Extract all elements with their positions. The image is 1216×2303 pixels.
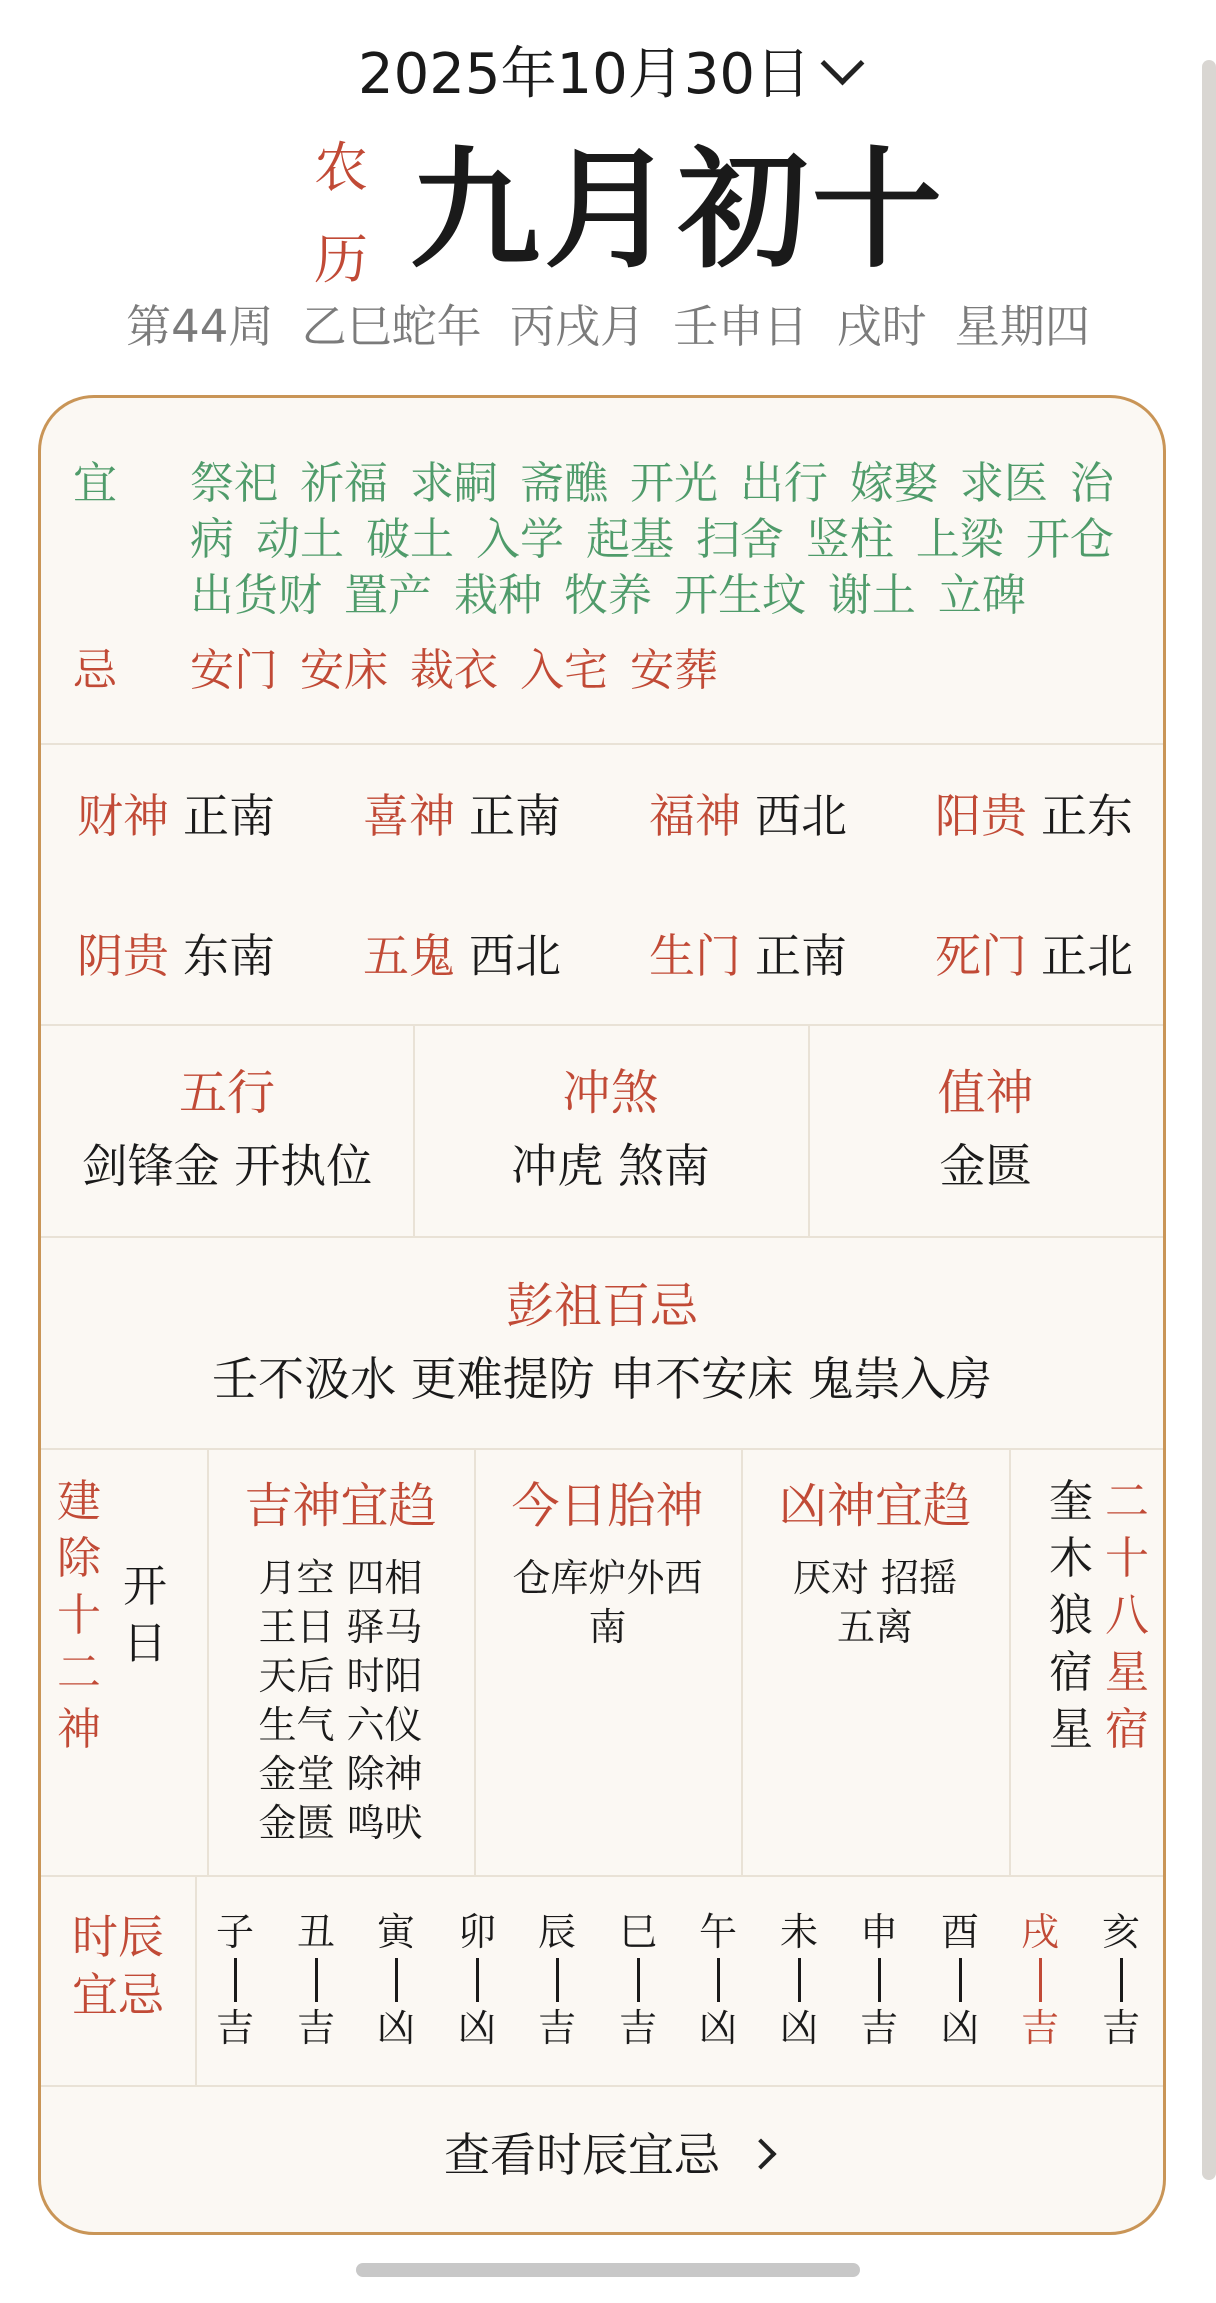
hour-item [688,1910,748,2050]
hour-luck: 吉 [537,2006,576,2050]
hour-item [1010,1910,1070,2050]
xiongshen-box [741,1476,1009,1652]
god-value: 正北 [1041,929,1133,983]
lunar-date: 九月初十 [410,134,947,286]
char: 除 [57,1533,101,1584]
hour-name: 丑 [296,1910,335,1954]
god-value: 正南 [469,789,561,843]
hour-item [527,1910,587,2050]
char: 开 [123,1561,167,1612]
god-value: 东南 [183,929,275,983]
chongsha-title: 冲煞 [562,1065,659,1121]
hour-divider [878,1958,881,2002]
hour-divider [1120,1958,1123,2002]
god-yanggui [935,786,1133,846]
hour-divider [556,1958,559,2002]
hours-title-line: 宜忌 [72,1968,164,2022]
char: 星 [1105,1647,1149,1698]
xiongshen-list [741,1554,1009,1652]
hour-luck: 凶 [698,2006,737,2050]
hour-name: 寅 [376,1910,415,1954]
hour-item [447,1910,507,2050]
jianchu-value [119,1558,171,1672]
view-hours-button[interactable] [0,2125,1216,2185]
god-shengmen [649,926,847,986]
char: 星 [1049,1704,1093,1755]
taishen-box [474,1476,741,1652]
wuxing-value: 剑锋金 开执位 [81,1139,373,1193]
yi-label: 宜 [73,458,117,509]
char: 八 [1105,1590,1149,1641]
date-info: 第44周 乙巳蛇年 丙戌月 壬申日 戌时 星期四 [126,300,1090,353]
god-value: 西北 [469,929,561,983]
hour-item [1091,1910,1151,2050]
god-key: 阴贵 [77,929,169,983]
char: 十 [57,1590,101,1641]
hour-divider [234,1958,237,2002]
god-value: 正东 [1041,789,1133,843]
pengzu-value: 壬不汲水 更难提防 申不安床 鬼祟入房 [212,1352,992,1406]
god-key: 五鬼 [363,929,455,983]
char: 宿 [1105,1704,1149,1755]
hour-name: 亥 [1101,1910,1140,1954]
hour-divider [1039,1958,1042,2002]
hour-item [608,1910,668,2050]
scrollbar[interactable] [1202,60,1216,2180]
hour-item [849,1910,909,2050]
hour-name: 午 [698,1910,737,1954]
chevron-down-icon [821,42,865,86]
date-selector[interactable] [0,40,1216,110]
god-key: 阳贵 [935,789,1027,843]
lunar-label [306,122,376,306]
jishen-list [207,1554,474,1848]
hour-item [769,1910,829,2050]
char: 宿 [1049,1647,1093,1698]
god-value: 西北 [755,789,847,843]
ji-items: 安门 安床 裁衣 入宅 安葬 [190,645,718,696]
jishen-title: 吉神宜趋 [244,1478,437,1534]
hour-luck: 吉 [296,2006,335,2050]
god-key: 财神 [77,789,169,843]
jishen-box [207,1476,474,1848]
char: 二 [1105,1476,1149,1527]
hour-item [286,1910,346,2050]
home-indicator [356,2263,860,2277]
god-value: 正南 [183,789,275,843]
char: 狼 [1049,1590,1093,1641]
date-text: 2025年10月30日 [357,42,812,107]
list-item: 五离 [836,1605,913,1649]
list-item: 仓库炉外西 [512,1556,703,1600]
hour-divider [717,1958,720,2002]
god-yingui [77,926,275,986]
list-item: 厌对 招摇 [792,1556,958,1600]
jianchu-title [53,1473,105,1758]
chongsha-value: 冲虎 煞南 [511,1139,710,1193]
wuxing-title: 五行 [178,1065,275,1121]
god-cai [77,786,275,846]
xiongshen-title: 凶神宜趋 [778,1478,971,1534]
hours-title-line: 时辰 [72,1910,164,1964]
yi-items: 祭祀 祈福 求嗣 斋醮 开光 出行 嫁娶 求医 治病 动土 破土 入学 起基 扫舍 竖柱 上梁 开仓 出货财 置产 栽种 牧养 开生坟 谢土 立碑 [190,458,1114,621]
chongsha-box [413,1063,808,1195]
list-item: 金堂 除神 [258,1752,423,1796]
god-wugui [363,926,561,986]
hour-item [205,1910,265,2050]
hour-divider [798,1958,801,2002]
hour-name: 戌 [1020,1910,1059,1954]
hour-luck: 吉 [859,2006,898,2050]
list-item: 月空 四相 [258,1556,423,1600]
hour-divider [315,1958,318,2002]
hour-name: 辰 [537,1910,576,1954]
hour-luck: 凶 [457,2006,496,2050]
hour-divider [395,1958,398,2002]
taishen-title: 今日胎神 [511,1478,704,1534]
god-value: 正南 [755,929,847,983]
hours-title [41,1908,195,2024]
hour-luck: 凶 [376,2006,415,2050]
list-item: 生气 六仪 [258,1703,423,1747]
god-fu [649,786,847,846]
hour-divider [637,1958,640,2002]
hour-luck: 吉 [1020,2006,1059,2050]
hour-luck: 凶 [940,2006,979,2050]
char: 神 [57,1704,101,1755]
god-key: 喜神 [363,789,455,843]
hour-item [930,1910,990,2050]
char: 木 [1049,1533,1093,1584]
god-key: 生门 [649,929,741,983]
char: 建 [57,1476,101,1527]
hour-luck: 吉 [215,2006,254,2050]
hour-divider [476,1958,479,2002]
pengzu-box [41,1276,1163,1408]
lunar-label-char: 历 [314,228,368,291]
pengzu-title: 彭祖百忌 [505,1278,698,1334]
god-key: 福神 [649,789,741,843]
hour-name: 未 [779,1910,818,1954]
list-item: 南 [588,1605,627,1649]
char: 二 [57,1647,101,1698]
hour-name: 酉 [940,1910,979,1954]
list-item: 金匮 鸣吠 [258,1801,423,1845]
list-item: 天后 时阳 [258,1654,423,1698]
god-key: 死门 [935,929,1027,983]
view-hours-label: 查看时辰宜忌 [444,2128,720,2182]
hour-name: 申 [859,1910,898,1954]
list-item: 王日 驿马 [258,1605,423,1649]
ji-label: 忌 [73,645,117,696]
hour-item [366,1910,426,2050]
xiu-value [1045,1473,1097,1758]
char: 奎 [1049,1476,1093,1527]
taishen-list [474,1554,741,1652]
zhishen-value: 金匮 [939,1139,1032,1193]
xiu-title [1101,1473,1153,1758]
hour-luck: 吉 [618,2006,657,2050]
hour-name: 巳 [618,1910,657,1954]
hour-divider [959,1958,962,2002]
char: 日 [123,1618,167,1669]
hour-name: 卯 [457,1910,496,1954]
god-xi [363,786,561,846]
wuxing-box [41,1063,413,1195]
hour-name: 子 [215,1910,254,1954]
lunar-label-char: 农 [314,136,368,199]
hour-luck: 吉 [1101,2006,1140,2050]
zhishen-box [808,1063,1163,1195]
hour-luck: 凶 [779,2006,818,2050]
zhishen-title: 值神 [937,1065,1034,1121]
chevron-right-icon [745,2138,776,2169]
char: 十 [1105,1533,1149,1584]
god-simen [935,926,1133,986]
